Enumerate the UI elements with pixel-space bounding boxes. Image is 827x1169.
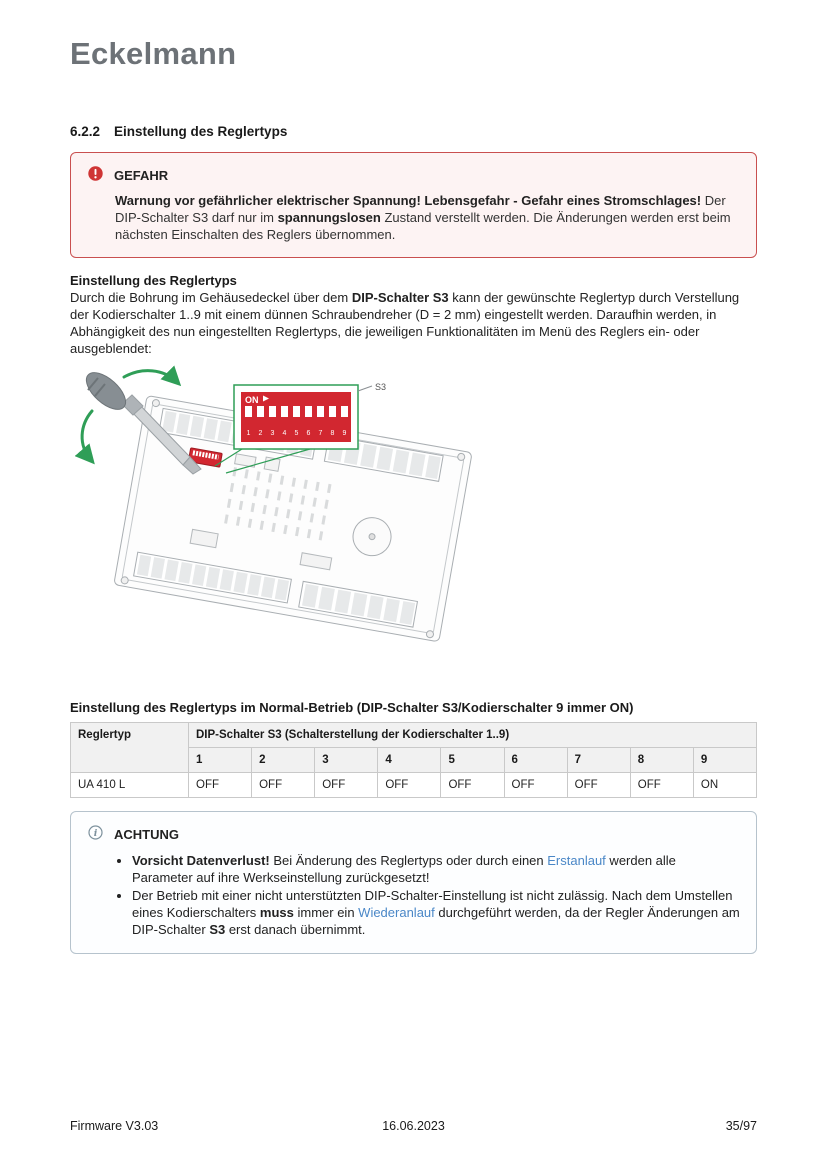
intro-text: kann der gewünschte Reglertyp durch Verstellung der Kodierschalter 1..9 mit einem dünnen Schraubendreher (D = 2 mm) eingestellt werden. Daraufhin werden, in Abhängigkeit des nun eingestellten Reglertyps, die jeweiligen Funktionalitäten im Menü des Reglers ein- oder ausgeblendet: [70, 290, 740, 356]
table-cell: ON [693, 773, 756, 798]
intro-paragraph [70, 289, 757, 357]
notice-text: Der Betrieb mit einer nicht unterstützten DIP-Schalter-Einstellung ist nicht zulässig. Nach dem Umstellen eines Kodierschalters [132, 888, 733, 920]
table-row [71, 773, 757, 798]
section-heading [70, 124, 757, 139]
svg-text:4: 4 [282, 430, 287, 437]
table-subheader: 3 [315, 748, 378, 773]
intro-text: Durch die Bohrung im Gehäusedeckel über dem [70, 290, 352, 305]
notice-box [70, 811, 757, 954]
page-content [70, 0, 757, 954]
company-logo: Eckelmann [70, 36, 237, 71]
svg-text:8: 8 [330, 430, 335, 437]
table-header-reglertyp: Reglertyp [71, 723, 189, 773]
figure-container [74, 365, 757, 688]
table-cell: OFF [378, 773, 441, 798]
notice-bullet [132, 887, 740, 938]
notice-text: werden alle Parameter auf ihre Werkseinstellung zurückgesetzt! [132, 853, 676, 885]
danger-text: Zustand verstellt werden. Die Änderungen werden erst beim nächsten Einschalten des Reglers übernommen. [115, 210, 731, 242]
s3-label: S3 [375, 382, 387, 392]
dip-switch-table [70, 722, 757, 798]
svg-text:7: 7 [318, 430, 323, 437]
danger-header [88, 166, 740, 184]
svg-text:6: 6 [306, 430, 311, 437]
notice-text-bold: Vorsicht Datenverlust! [132, 853, 270, 868]
notice-title: ACHTUNG [114, 826, 179, 842]
dip-on-label: ON [245, 395, 259, 405]
table-heading: Einstellung des Reglertyps im Normal-Betrieb (DIP-Schalter S3/Kodierschalter 9 immer ON) [70, 700, 634, 715]
notice-text-bold: S3 [209, 922, 226, 937]
table-subheader: 2 [252, 748, 315, 773]
svg-text:2: 2 [258, 430, 263, 437]
table-subheader: 1 [189, 748, 252, 773]
svg-text:1: 1 [246, 430, 251, 437]
device-illustration [74, 365, 494, 683]
info-icon [88, 825, 103, 843]
dip-switch-graphic [241, 392, 351, 442]
link-erstanlauf[interactable]: Erstanlauf [547, 853, 606, 868]
footer-firmware: Firmware V3.03 [70, 1119, 159, 1133]
danger-text-bold: Warnung vor gefährlicher elektrischer Spannung! Lebensgefahr - Gefahr eines Stromschlages! [115, 193, 702, 208]
paragraph-heading: Einstellung des Reglertyps [70, 273, 237, 288]
danger-body [115, 192, 740, 243]
table-subheader: 7 [567, 748, 630, 773]
warning-icon [88, 166, 103, 184]
danger-box [70, 152, 757, 258]
table-cell: OFF [189, 773, 252, 798]
table-cell: OFF [441, 773, 504, 798]
notice-text: immer ein [293, 905, 359, 920]
notice-text-bold: muss [259, 905, 294, 920]
danger-text: Der DIP-Schalter S3 darf nur im [115, 193, 726, 225]
table-header-dip: DIP-Schalter S3 (Schalterstellung der Kodierschalter 1..9) [189, 723, 757, 748]
table-subheader: 9 [693, 748, 756, 773]
danger-text-bold: spannungslosen [277, 210, 381, 225]
link-wiederanlauf[interactable]: Wiederanlauf [358, 905, 435, 920]
svg-text:i: i [93, 828, 98, 839]
notice-text: erst danach übernimmt. [225, 922, 366, 937]
page-footer [70, 1119, 757, 1133]
table-subheader: 8 [630, 748, 693, 773]
footer-date: 16.06.2023 [382, 1119, 445, 1133]
svg-text:5: 5 [294, 430, 299, 437]
table-cell-reglertyp: UA 410 L [71, 773, 189, 798]
table-cell: OFF [504, 773, 567, 798]
table-cell: OFF [252, 773, 315, 798]
notice-text: durchgeführt werden, da der Regler Änderungen am DIP-Schalter [132, 905, 740, 937]
notice-header [88, 825, 740, 843]
svg-text:3: 3 [270, 430, 275, 437]
table-cell: OFF [315, 773, 378, 798]
footer-page-number: 35/97 [725, 1119, 757, 1133]
notice-bullet [132, 852, 740, 886]
table-subheader: 4 [378, 748, 441, 773]
table-cell: OFF [567, 773, 630, 798]
section-number: 6.2.2 [70, 124, 101, 139]
svg-text:9: 9 [342, 430, 347, 437]
dip-number-labels [247, 430, 347, 437]
section-title: Einstellung des Reglertyps [114, 124, 288, 139]
intro-text-bold: DIP-Schalter S3 [351, 290, 449, 305]
danger-title: GEFAHR [114, 167, 169, 183]
notice-list [88, 852, 740, 938]
table-subheader: 6 [504, 748, 567, 773]
notice-text: Bei Änderung des Reglertyps oder durch einen [269, 853, 548, 868]
table-cell: OFF [630, 773, 693, 798]
table-subheader: 5 [441, 748, 504, 773]
